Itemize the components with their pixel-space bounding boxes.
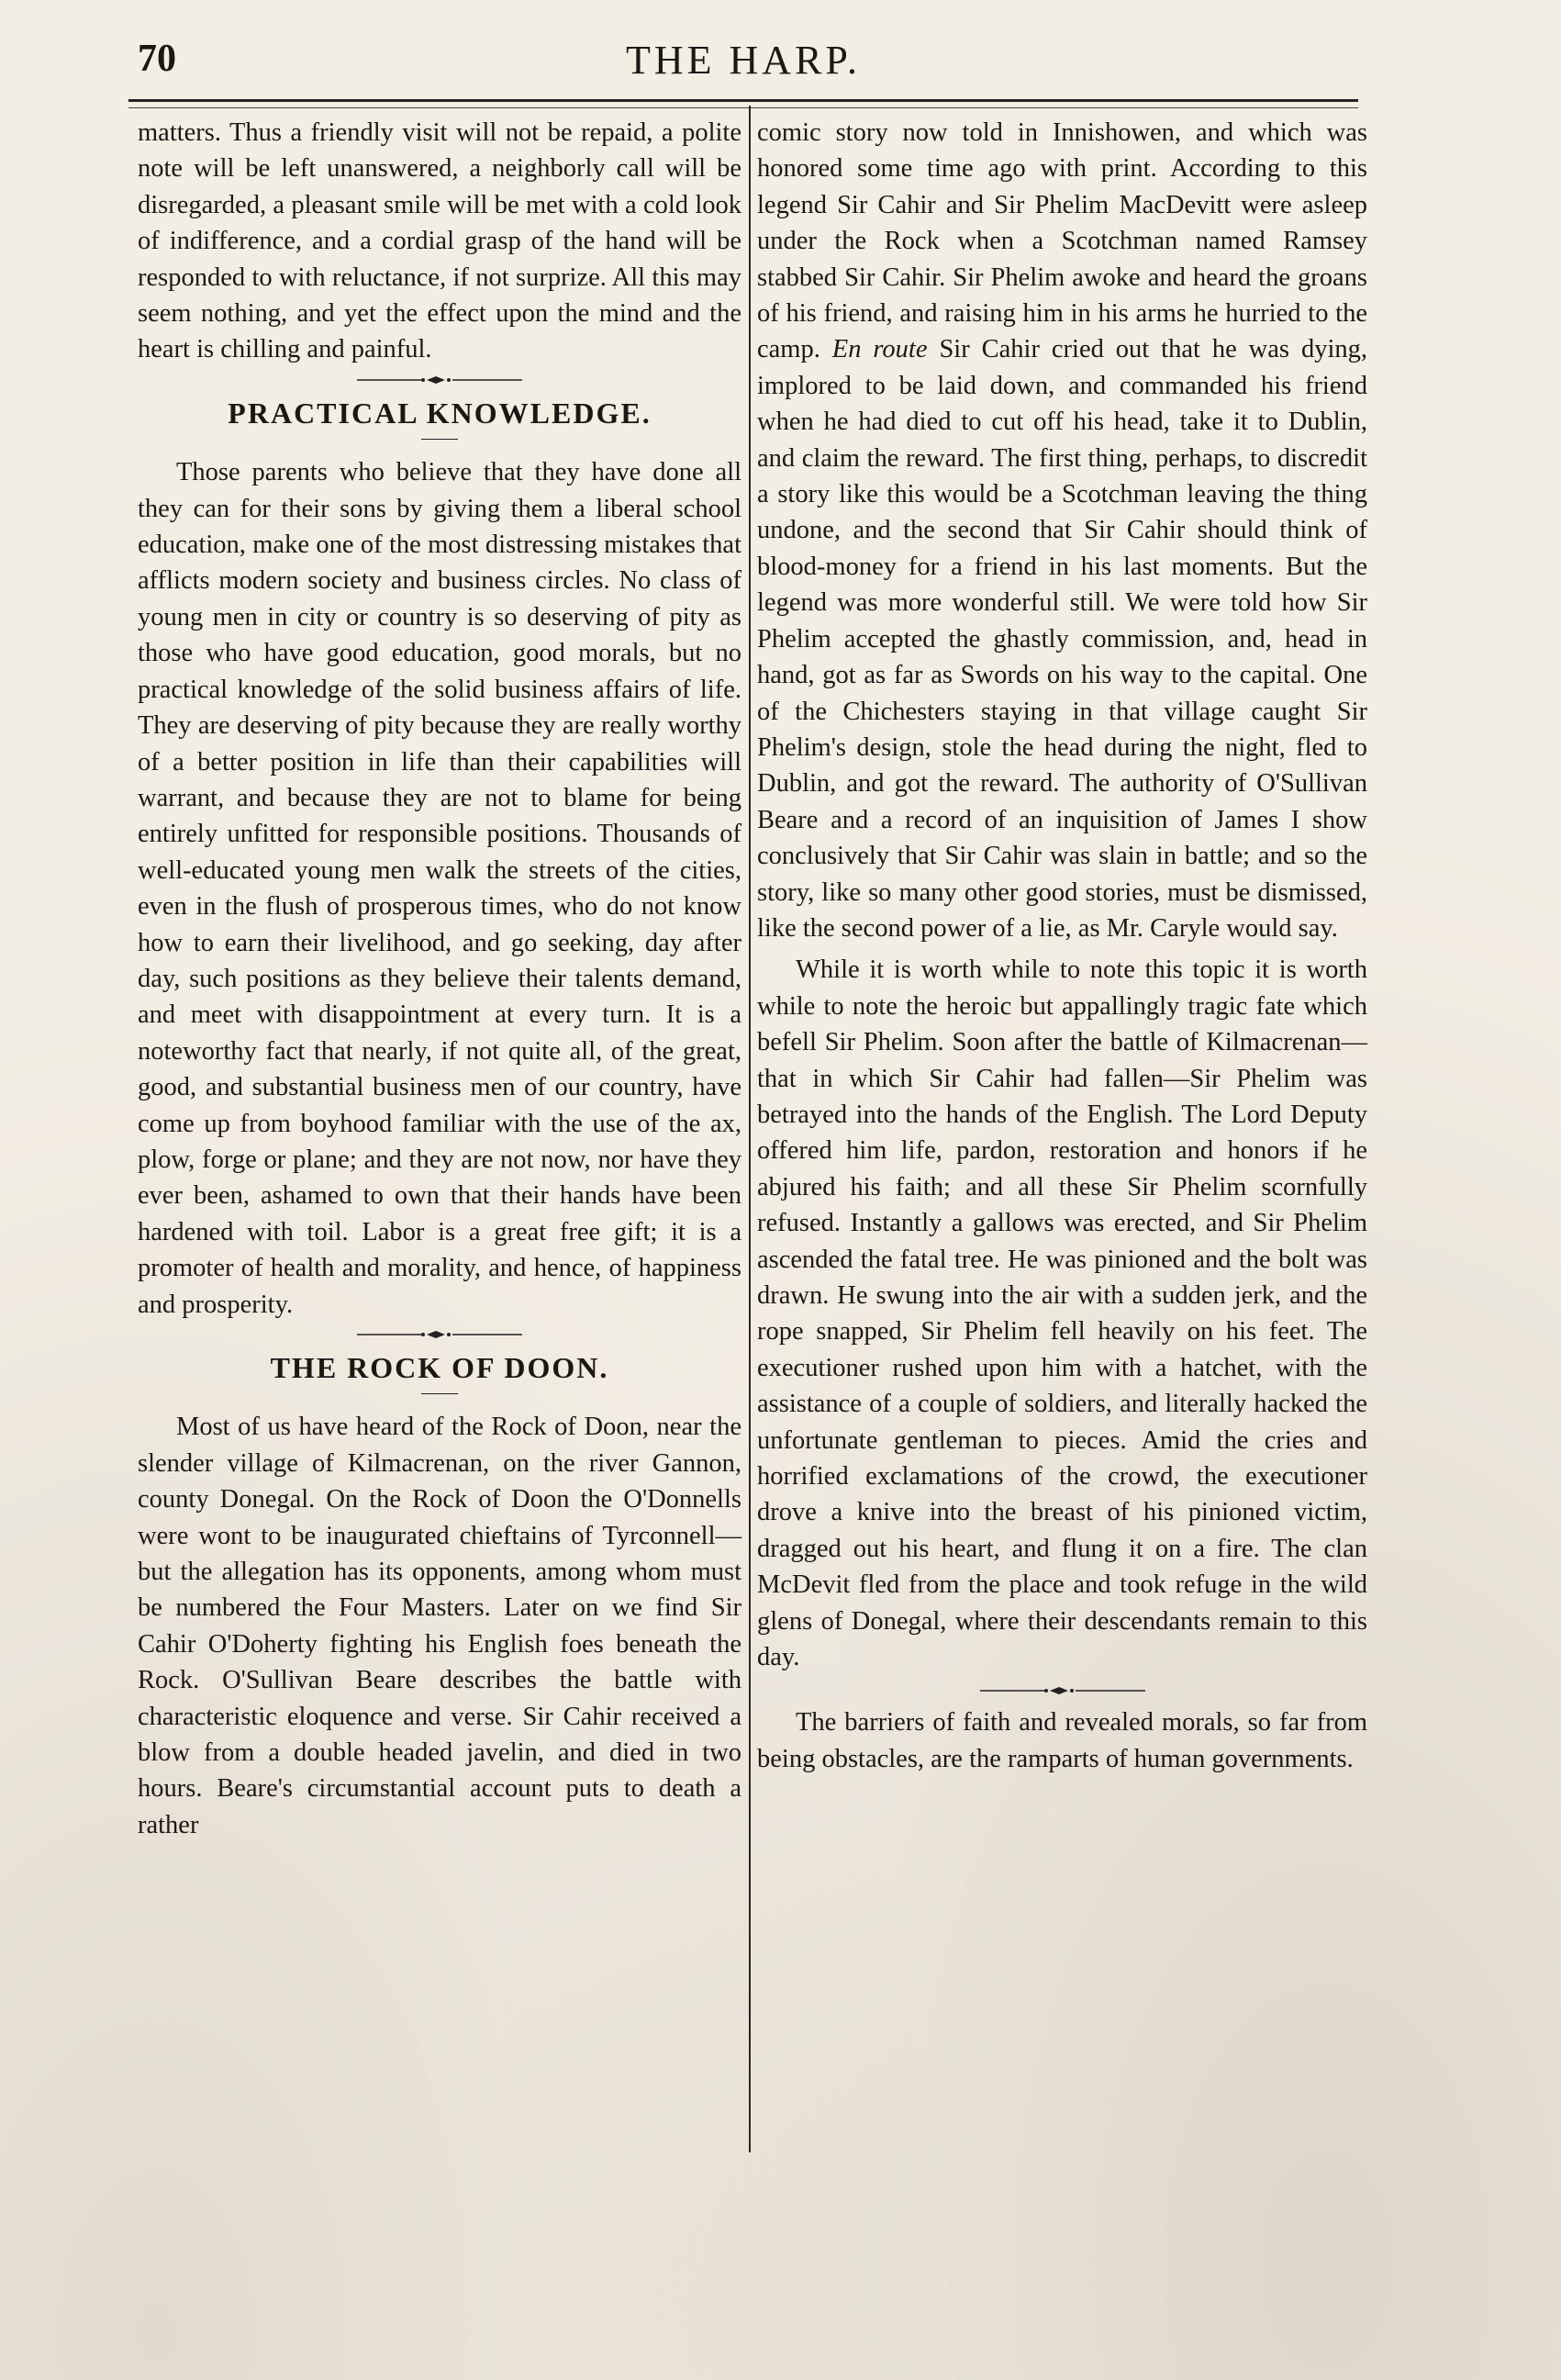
practical-knowledge-paragraph: Those parents who believe that they have done all they can for their sons by giving them a liberal school education, make one of the most distressing mistakes that afflicts modern society and business circles. No class of young men in city or country is so deserving of pity as those who have good education, good morals, but no practical knowledge of the solid business affairs of life. They are deserving of pity because they are really worthy of a better position in life than their capabilities will warrant, and because they are not to blame for being entirely unfitted for responsible positions. Thousands of well-educated young men walk the streets of the cities, even in the flush of prosperous times, who do not know how to earn their livelihood, and go seeking, day after day, such positions as they believe their talents demand, and meet with disappointment at every turn. It is a noteworthy fact that nearly, if not quite all, of the great, good, and substantial business men of our country, have come up from boyhood familiar with the use of the ax, plow, forge or plane; and they are not now, nor have they ever been, ashamed to own that their hands have been hardened with toil. Labor is a great free gift; it is a promoter of health and morality, and hence, of happiness and prosperity. [138, 458, 741, 1319]
column-divider [749, 106, 751, 2152]
intro-paragraph: matters. Thus a friendly visit will not be repaid, a polite note will be left unanswered, a neighborly call will be disregarded, a pleasant smile will be met with a cold look of indifference, and a cordial grasp of the hand will be responded to with reluctance, if not surprize. All this may seem nothing, and yet the effect upon the mind and the heart is chilling and painful. [138, 118, 741, 364]
left-column [138, 115, 741, 1843]
right-paragraph-2: While it is worth while to note this topic it is worth while to note the heroic but appallingly tragic fate which befell Sir Phelim. Soon after the battle of Kilmacrenan—that in which Sir Cahir had fallen—Sir Phelim was betrayed into the hands of the English. The Lord Deputy offered him life, pardon, restoration and honors if he abjured his faith; and all these Sir Phelim scornfully refused. Instantly a gallows was erected, and Sir Phelim ascended the fatal tree. He was pinioned and the bolt was drawn. He swung into the air with a sudden jerk, and the rope snapped, Sir Phelim fell heavily on his feet. The executioner rushed upon him with a hatchet, with the assistance of a couple of soldiers, and literally hacked the unfortunate gentleman to pieces. Amid the cries and horrified exclamations of the crowd, the executioner drove a knive into the breast of his pinioned victim, dragged out his heart, and flung it on a fire. The clan McDevit fled from the place and took refuge in the wild glens of Donegal, where their descendants remain to this day. [757, 955, 1367, 1672]
section-heading-rock-of-doon: THE ROCK OF DOON. [270, 1351, 609, 1384]
page-number: 70 [138, 38, 176, 80]
italic-en-route: En route [831, 335, 928, 364]
section-ornament [980, 1686, 1145, 1695]
rock-of-doon-paragraph: Most of us have heard of the Rock of Doon, near the slender village of Kilmacrenan, on the river Gannon, county Donegal. On the Rock of Doon the O'Donnells were wont to be inaugurated chieftains of Tyrconnell—but the allegation has its opponents, among whom must be numbered the Four Masters. Later on we find Sir Cahir O'Doherty fighting his English foes beneath the Rock. O'Sullivan Beare describes the battle with characteristic eloquence and verse. Sir Cahir received a blow from a double headed javelin, and died in two hours. Beare's circumstantial account puts to death a rather [138, 1413, 741, 1839]
right-column [757, 115, 1367, 1777]
heading-underline [421, 439, 458, 440]
right-paragraph-1-b: Sir Cahir cried out that he was dying, implored to be laid down, and commanded his friend when he had died to cut off his head, take it to Dublin, and claim the reward. The first thing, perhaps, to discredit a story like this would be a Scotchman leaving the thing undone, and the second that Sir Cahir should think of blood-money for a friend in his last moments. But the legend was more wonderful still. We were told how Sir Phelim accepted the ghastly commission, and, head in hand, got as far as Swords on his way to the capital. One of the Chichesters staying in that village caught Sir Phelim's design, stole the head during the night, fled to Dublin, and got the reward. The authority of O'Sullivan Beare and a record of an inquisition of James I show conclusively that Sir Cahir was slain in battle; and so the story, like so many other good stories, must be dismissed, like the second power of a lie, as Mr. Caryle would say. [757, 335, 1367, 943]
running-title: THE HARP. [625, 38, 862, 83]
section-ornament [357, 375, 522, 385]
section-heading-practical-knowledge: PRACTICAL KNOWLEDGE. [228, 396, 652, 430]
section-ornament [357, 1330, 522, 1339]
header-rule [128, 99, 1358, 108]
right-paragraph-1 [757, 115, 1367, 946]
right-paragraph-3: The barriers of faith and revealed morals, so far from being obstacles, are the ramparts of human governments. [757, 1708, 1367, 1773]
right-paragraph-1-a: comic story now told in Innishowen, and which was honored some time ago with print. According to this legend Sir Cahir and Sir Phelim MacDevitt were asleep under the Rock when a Scotchman named Ramsey stabbed Sir Cahir. Sir Phelim awoke and heard the groans of his friend, and raising him in his arms he hurried to the camp. [757, 118, 1367, 364]
page-header [128, 37, 1358, 101]
heading-underline [421, 1393, 458, 1394]
